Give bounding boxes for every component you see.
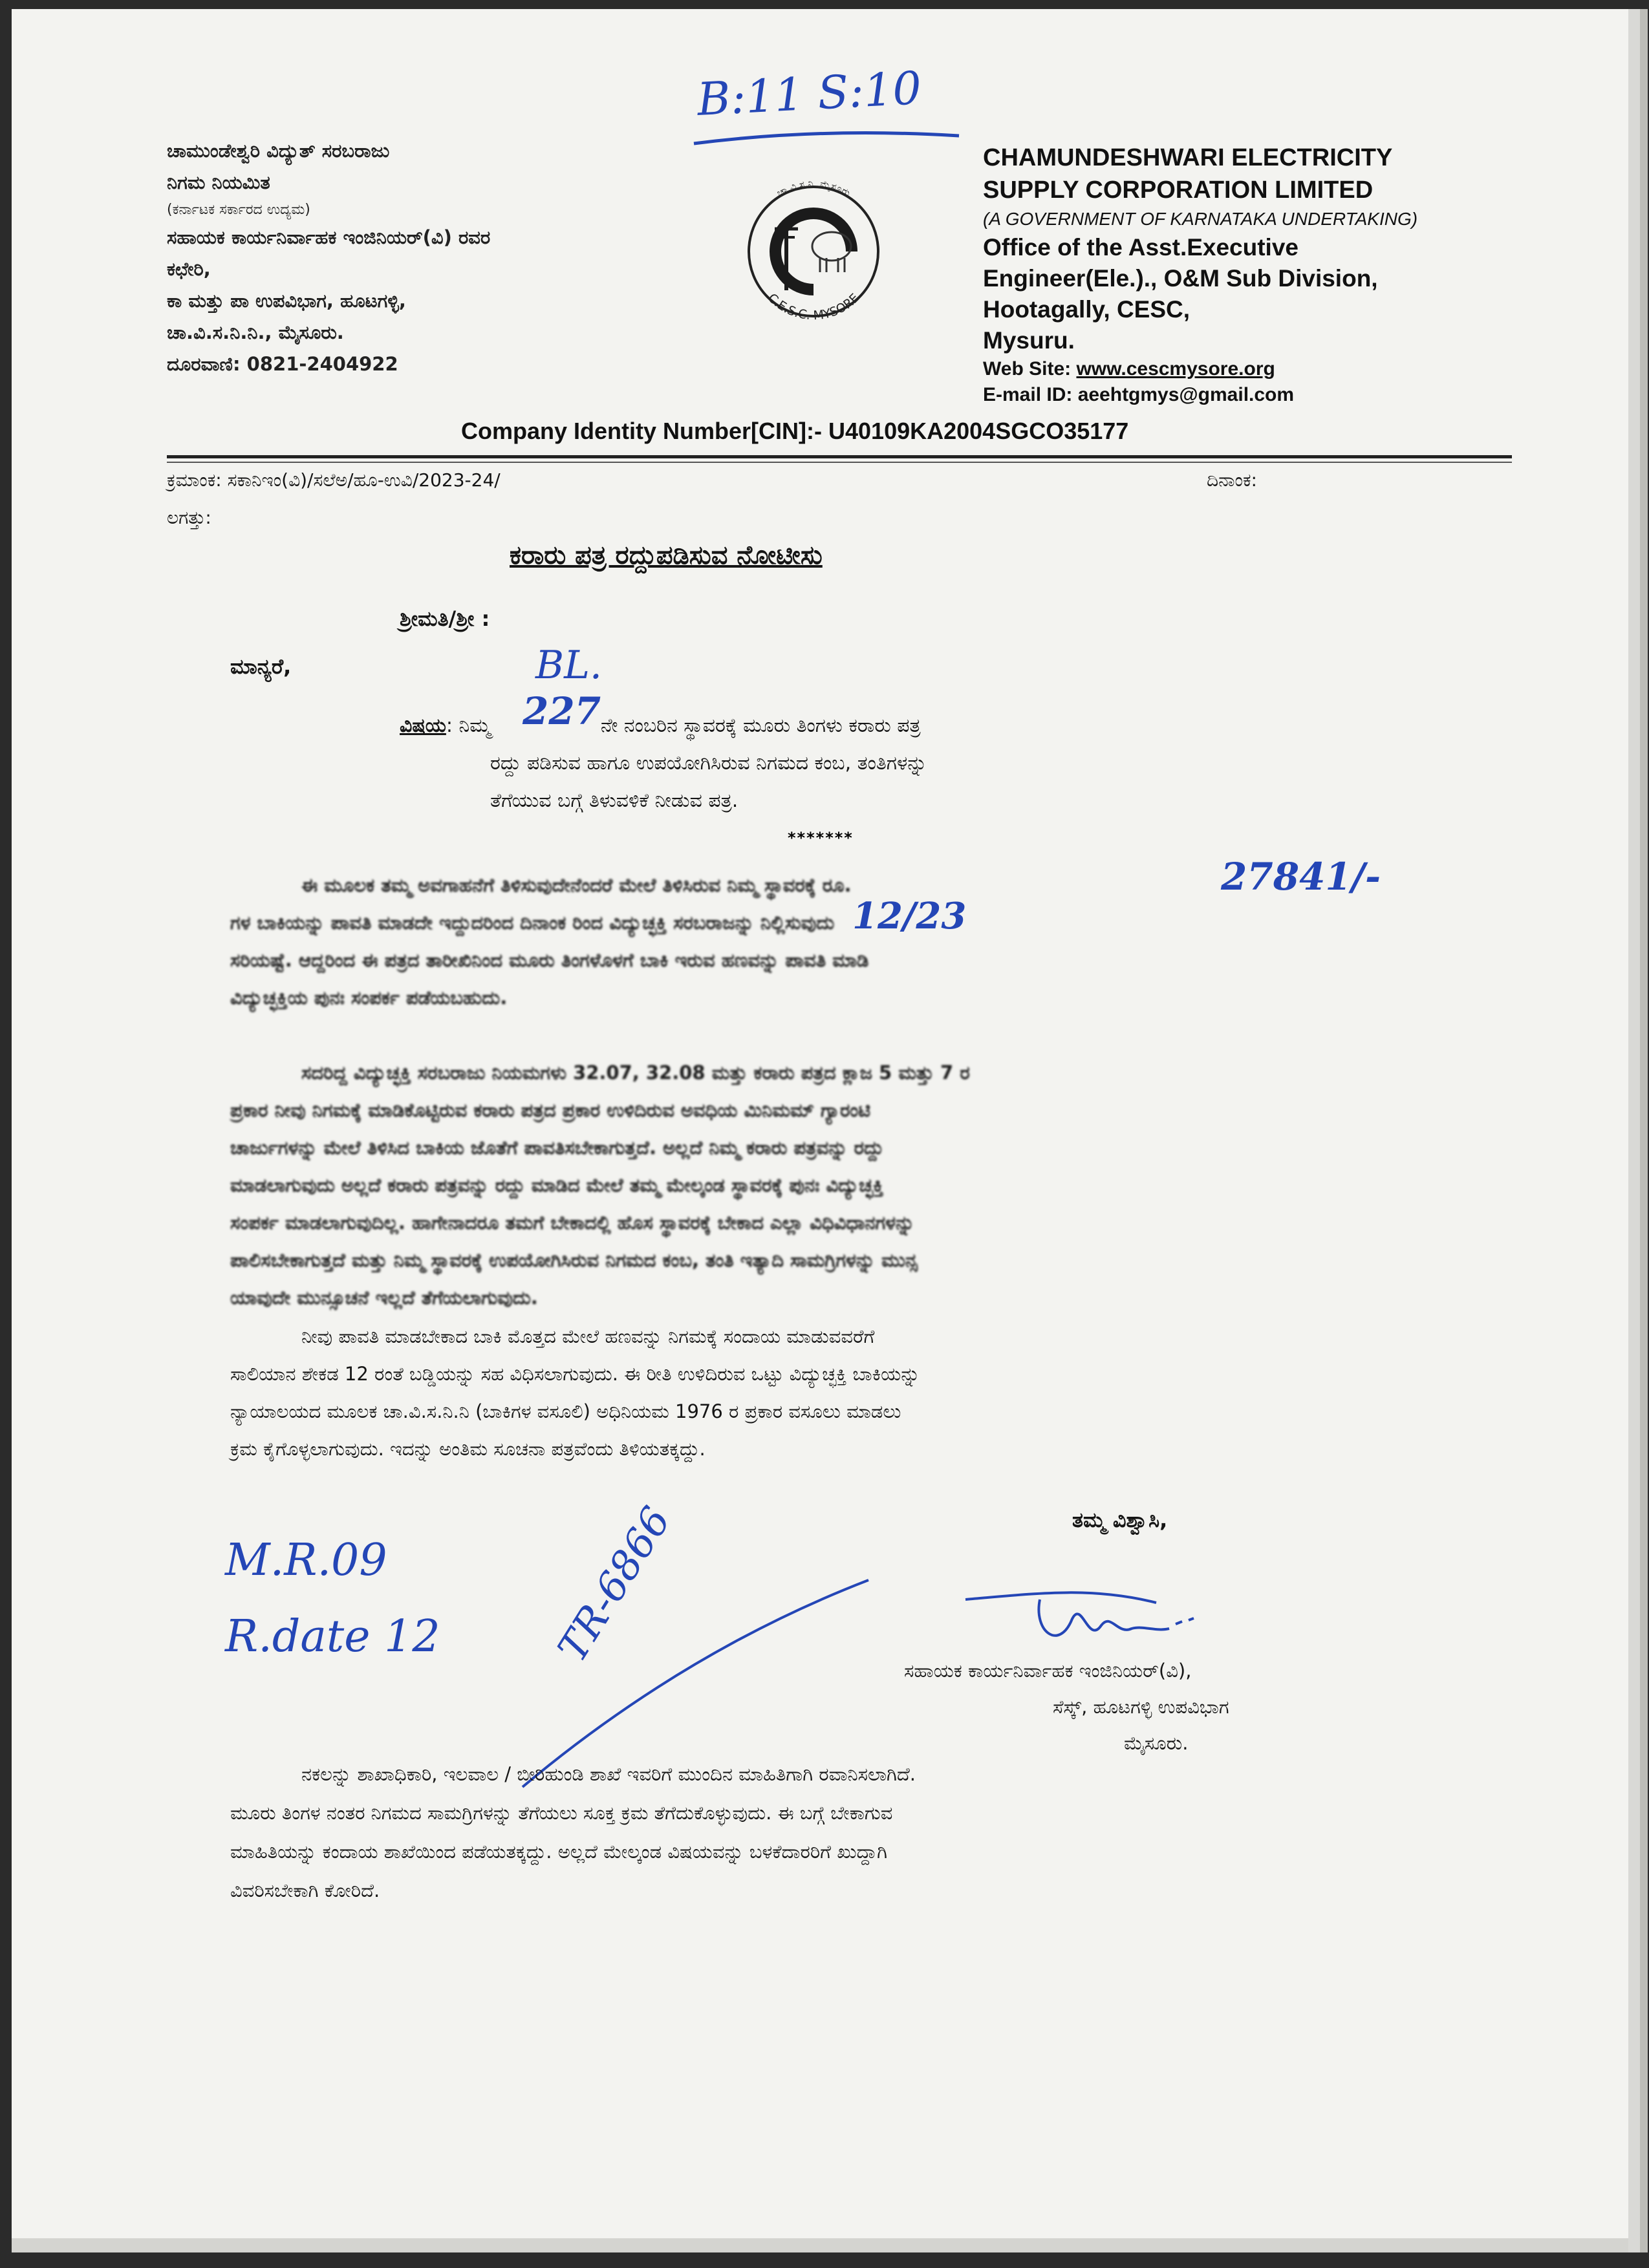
header-divider-thin xyxy=(167,462,1512,463)
copy-to-paragraph xyxy=(230,1755,1452,1910)
paragraph-line: ಈ ಮೂಲಕ ತಮ್ಮ ಅವಗಾಹನೆಗೆ ತಿಳಿಸುವುದೇನೆಂದರೆ ಮೇಲೆ ತಿಳಿಸಿರುವ ನಿಮ್ಮ ಸ್ಥಾವರಕ್ಕೆ ರೂ. xyxy=(301,874,852,896)
paragraph-line: ನ್ಯಾಯಾಲಯದ ಮೂಲಕ ಚಾ.ವಿ.ಸ.ನಿ.ನಿ (ಬಾಕಿಗಳ ವಸೂಲಿ) ಅಧಿನಿಯಮ 1976 ರ ಪ್ರಕಾರ ವಸೂಲು ಮಾಡಲು xyxy=(230,1400,901,1422)
enclosure-label: ಲಗತ್ತು: xyxy=(167,507,211,528)
paragraph-line: ಚಾರ್ಜುಗಳನ್ನು ಮೇಲೆ ತಿಳಿಸಿದ ಬಾಕಿಯ ಜೊತೆಗೆ ಪಾವತಿಸಬೇಕಾಗುತ್ತದೆ. ಅಲ್ಲದೆ ನಿಮ್ಮ ಕರಾರು ಪತ್ರವನ್ನು ರದ್ದು xyxy=(230,1137,884,1159)
reference-number: ಕ್ರಮಾಂಕ: ಸಕಾನಿಇಂ(ವಿ)/ಸಲೆಅ/ಹೂ-ಉವಿ/2023-24/ xyxy=(167,469,501,491)
header-divider xyxy=(167,455,1512,458)
paragraph-line: ವಿದ್ಯುಚ್ಛಕ್ತಿಯ ಪುನಃ ಸಂಪರ್ಕ ಪಡೆಯಬಹುದು. xyxy=(230,987,508,1009)
date-label: ದಿನಾಂಕ: xyxy=(1207,469,1257,491)
letterhead-line: ದೂರವಾಣಿ: 0821-2404922 xyxy=(167,353,398,375)
handwritten-amount: 27841/- xyxy=(1221,855,1381,899)
body-paragraph-2 xyxy=(230,1054,1452,1316)
letterhead-line: ಸಹಾಯಕ ಕಾರ್ಯನಿರ್ವಾಹಕ ಇಂಜಿನಿಯರ್(ವಿ) ರವರ xyxy=(167,226,491,248)
paragraph-line: ನಕಲನ್ನು ಶಾಖಾಧಿಕಾರಿ, ಇಲವಾಲ / ಬೀರಿಹುಂಡಿ ಶಾಖೆ ಇವರಿಗೆ ಮುಂದಿನ ಮಾಹಿತಿಗಾಗಿ ರವಾನಿಸಲಾಗಿದೆ. xyxy=(301,1763,916,1785)
paragraph-line: ಪ್ರಕಾರ ನೀವು ನಿಗಮಕ್ಕೆ ಮಾಡಿಕೊಟ್ಟಿರುವ ಕರಾರು ಪತ್ರದ ಪ್ರಕಾರ ಉಳಿದಿರುವ ಅವಧಿಯ ಮಿನಿಮಮ್ ಗ್ಯಾರಂಟಿ xyxy=(230,1099,871,1121)
office-line2: Engineer(Ele.)., O&M Sub Division, xyxy=(983,265,1378,292)
signatory-designation: ಸಹಾಯಕ ಕಾರ್ಯನಿರ್ವಾಹಕ ಇಂಜಿನಿಯರ್(ವಿ), xyxy=(904,1660,1192,1682)
paragraph-line: ಮೂರು ತಿಂಗಳ ನಂತರ ನಿಗಮದ ಸಾಮಗ್ರಿಗಳನ್ನು ತೆಗೆಯಲು ಸೂಕ್ತ ಕ್ರಮ ತೆಗೆದುಕೊಳ್ಳುವುದು. ಈ ಬಗ್ಗೆ ಬೇಕಾಗುವ xyxy=(230,1802,893,1824)
subject-prefix: : ನಿಮ್ಮ xyxy=(446,714,491,737)
company-identity-number: Company Identity Number[CIN]:- U40109KA2004SGCO35177 xyxy=(461,418,1129,444)
letterhead-line: ಕಾ ಮತ್ತು ಪಾ ಉಪವಿಭಾಗ, ಹೂಟಗಳ್ಳಿ, xyxy=(167,290,406,312)
salutation: ಮಾನ್ಯರೆ, xyxy=(230,654,292,679)
handwritten-rr-number: 227 xyxy=(523,689,601,733)
subject-text-1: ನೇ ನಂಬರಿನ ಸ್ಥಾವರಕ್ಕೆ ಮೂರು ತಿಂಗಳು ಕರಾರು ಪತ್ರ xyxy=(600,714,921,737)
separator-stars: ******* xyxy=(788,829,854,847)
handwritten-mr-number: M.R.09 xyxy=(225,1535,387,1586)
company-name-line1: CHAMUNDESHWARI ELECTRICITY xyxy=(983,144,1393,171)
handwritten-underline xyxy=(691,124,962,150)
svg-text:ಚಾ.ವಿ.ಸ.ನಿ. ಮೈಸೂರು xyxy=(775,178,852,199)
subject-label: ವಿಷಯ xyxy=(400,714,446,737)
website-label: Web Site: xyxy=(983,358,1077,380)
letterhead-line: (ಕರ್ನಾಟಕ ಸರ್ಕಾರದ ಉದ್ಯಮ) xyxy=(167,202,310,218)
addressee-line: ಶ್ರೀಮತಿ/ಶ್ರೀ : xyxy=(400,606,490,631)
paragraph-line: ಕ್ರಮ ಕೈಗೊಳ್ಳಲಾಗುವುದು. ಇದನ್ನು ಅಂತಿಮ ಸೂಚನಾ ಪತ್ರವೆಂದು ತಿಳಿಯತಕ್ಕದ್ದು. xyxy=(230,1438,706,1460)
english-letterhead xyxy=(983,142,1417,408)
paragraph-line: ಗಳ ಬಾಕಿಯನ್ನು ಪಾವತಿ ಮಾಡದೇ ಇದ್ದುದರಿಂದ ದಿನಾಂಕ ರಿಂದ ವಿದ್ಯುಚ್ಛಕ್ತಿ ಸರಬರಾಜನ್ನು ನಿಲ್ಲಿಸುವುದು xyxy=(230,912,835,934)
paragraph-line: ಸದರಿದ್ದ ವಿದ್ಯುಚ್ಛಕ್ತಿ ಸರಬರಾಜು ನಿಯಮಗಳು 32.07, 32.08 ಮತ್ತು ಕರಾರು ಪತ್ರದ ಕ್ಲಾಜ 5 ಮತ್ತು 7 ರ xyxy=(301,1062,970,1084)
letterhead-line: ಚಾಮುಂಡೇಶ್ವರಿ ವಿದ್ಯುತ್ ಸರಬರಾಜು xyxy=(167,140,390,162)
logo-text-kannada: ಚಾ.ವಿ.ಸ.ನಿ. ಮೈಸೂರು xyxy=(775,177,852,199)
letter-page xyxy=(12,9,1648,2252)
cesc-logo xyxy=(723,161,904,342)
signatory-office: ಸೆಸ್ಕ್, ಹೂಟಗಳ್ಳಿ ಉಪವಿಭಾಗ xyxy=(1053,1696,1229,1718)
paragraph-line: ಪಾಲಿಸಬೇಕಾಗುತ್ತದೆ ಮತ್ತು ನಿಮ್ಮ ಸ್ಥಾವರಕ್ಕೆ ಉಪಯೋಗಿಸಿರುವ ನಿಗಮದ ಕಂಬ, ತಂತಿ ಇತ್ಯಾದಿ ಸಾಮಗ್ರಿಗಳನ್ನು ಮುನ್ಸ xyxy=(230,1249,918,1271)
office-line1: Office of the Asst.Executive xyxy=(983,234,1299,261)
body-paragraph-3 xyxy=(230,1318,1452,1468)
logo-text-english: C.E.S.C. MYSORE xyxy=(764,290,863,323)
kannada-letterhead xyxy=(167,135,490,380)
office-line4: Mysuru. xyxy=(983,327,1075,354)
handwritten-tr-number: TR-6866 xyxy=(548,1498,680,1670)
subject-block xyxy=(400,707,1318,820)
office-line3: Hootagally, CESC, xyxy=(983,296,1191,323)
page-edge xyxy=(1640,9,1648,2252)
signatory-city: ಮೈಸೂರು. xyxy=(1124,1732,1189,1754)
handwritten-bill-note: B:11 S:10 xyxy=(696,61,923,127)
subject-line-3: ತೆಗೆಯುವ ಬಗ್ಗೆ ತಿಳುವಳಿಕೆ ನೀಡುವ ಪತ್ರ. xyxy=(490,789,738,812)
subject-line-2: ರದ್ದು ಪಡಿಸುವ ಹಾಗೂ ಉಪಯೋಗಿಸಿರುವ ನಿಗಮದ ಕಂಬ, ತಂತಿಗಳನ್ನು xyxy=(490,752,927,775)
website-line xyxy=(983,356,1417,382)
subject-line-1 xyxy=(400,707,1318,745)
notice-title: ಕರಾರು ಪತ್ರ ರದ್ದುಪಡಿಸುವ ನೋಟೀಸು xyxy=(510,540,823,570)
paragraph-line: ಮಾಡಲಾಗುವುದು ಅಲ್ಲದೆ ಕರಾರು ಪತ್ರವನ್ನು ರದ್ದು ಮಾಡಿದ ಮೇಲೆ ತಮ್ಮ ಮೇಲ್ಕಂಡ ಸ್ಥಾವರಕ್ಕೆ ಪುನಃ ವಿದ್ಯುಚ್ಛಕ್ತಿ xyxy=(230,1174,884,1196)
closing-phrase: ತಮ್ಮ ವಿಶ್ವಾಸಿ, xyxy=(1072,1508,1168,1532)
paragraph-line: ವಿವರಿಸಬೇಕಾಗಿ ಕೋರಿದೆ. xyxy=(230,1879,380,1901)
website-link[interactable]: www.cescmysore.org xyxy=(1076,358,1275,380)
paragraph-line: ನೀವು ಪಾವತಿ ಮಾಡಬೇಕಾದ ಬಾಕಿ ಮೊತ್ತದ ಮೇಲೆ ಹಣವನ್ನು ನಿಗಮಕ್ಕೆ ಸಂದಾಯ ಮಾಡುವವರೆಗೆ xyxy=(301,1325,875,1347)
handwritten-bl: BL. xyxy=(535,643,603,688)
email-line: E-mail ID: aeehtgmys@gmail.com xyxy=(983,384,1295,405)
letterhead-line: ಕಛೇರಿ, xyxy=(167,258,211,280)
paragraph-line: ಸರಿಯಷ್ಟೆ. ಆದ್ದರಿಂದ ಈ ಪತ್ರದ ತಾರೀಖಿನಿಂದ ಮೂರು ತಿಂಗಳೊಳಗೆ ಬಾಕಿ ಇರುವ ಹಣವನ್ನು ಪಾವತಿ ಮಾಡಿ xyxy=(230,949,869,971)
letterhead-line: ನಿಗಮ ನಿಯಮಿತ xyxy=(167,171,270,193)
handwritten-date: 12/23 xyxy=(852,895,967,937)
handwritten-r-date: R.date 12 xyxy=(225,1611,440,1662)
paragraph-line: ಸಂಪರ್ಕ ಮಾಡಲಾಗುವುದಿಲ್ಲ. ಹಾಗೇನಾದರೂ ತಮಗೆ ಬೇಕಾದಲ್ಲಿ ಹೊಸ ಸ್ಥಾವರಕ್ಕೆ ಬೇಕಾದ ಎಲ್ಲಾ ವಿಧಿವಿಧಾನಗಳನ್ನು xyxy=(230,1212,915,1234)
company-name-line2: SUPPLY CORPORATION LIMITED xyxy=(983,177,1374,204)
signatory-block xyxy=(904,1653,1229,1761)
letterhead-line: ಚಾ.ವಿ.ಸ.ನಿ.ನಿ., ಮೈಸೂರು. xyxy=(167,321,344,343)
svg-text:C.E.S.C. MYSORE xyxy=(765,291,862,323)
paragraph-line: ಮಾಹಿತಿಯನ್ನು ಕಂದಾಯ ಶಾಖೆಯಿಂದ ಪಡೆಯತಕ್ಕದ್ದು. ಅಲ್ಲದೆ ಮೇಲ್ಕಂಡ ವಿಷಯವನ್ನು ಬಳಕೆದಾರರಿಗೆ ಖುದ್ದಾಗಿ xyxy=(230,1841,888,1863)
paragraph-line: ಸಾಲಿಯಾನ ಶೇಕಡ 12 ರಂತೆ ಬಡ್ಡಿಯನ್ನು ಸಹ ವಿಧಿಸಲಾಗುವುದು. ಈ ರೀತಿ ಉಳಿದಿರುವ ಒಟ್ಟು ವಿದ್ಯುಚ್ಛಕ್ತಿ ಬಾಕಿಯನ್ನು xyxy=(230,1363,920,1385)
paragraph-line: ಯಾವುದೇ ಮುನ್ಸೂಚನೆ ಇಲ್ಲದೆ ತೆಗೆಯಲಾಗುವುದು. xyxy=(230,1287,538,1309)
govt-undertaking: (A GOVERNMENT OF KARNATAKA UNDERTAKING) xyxy=(983,209,1418,229)
